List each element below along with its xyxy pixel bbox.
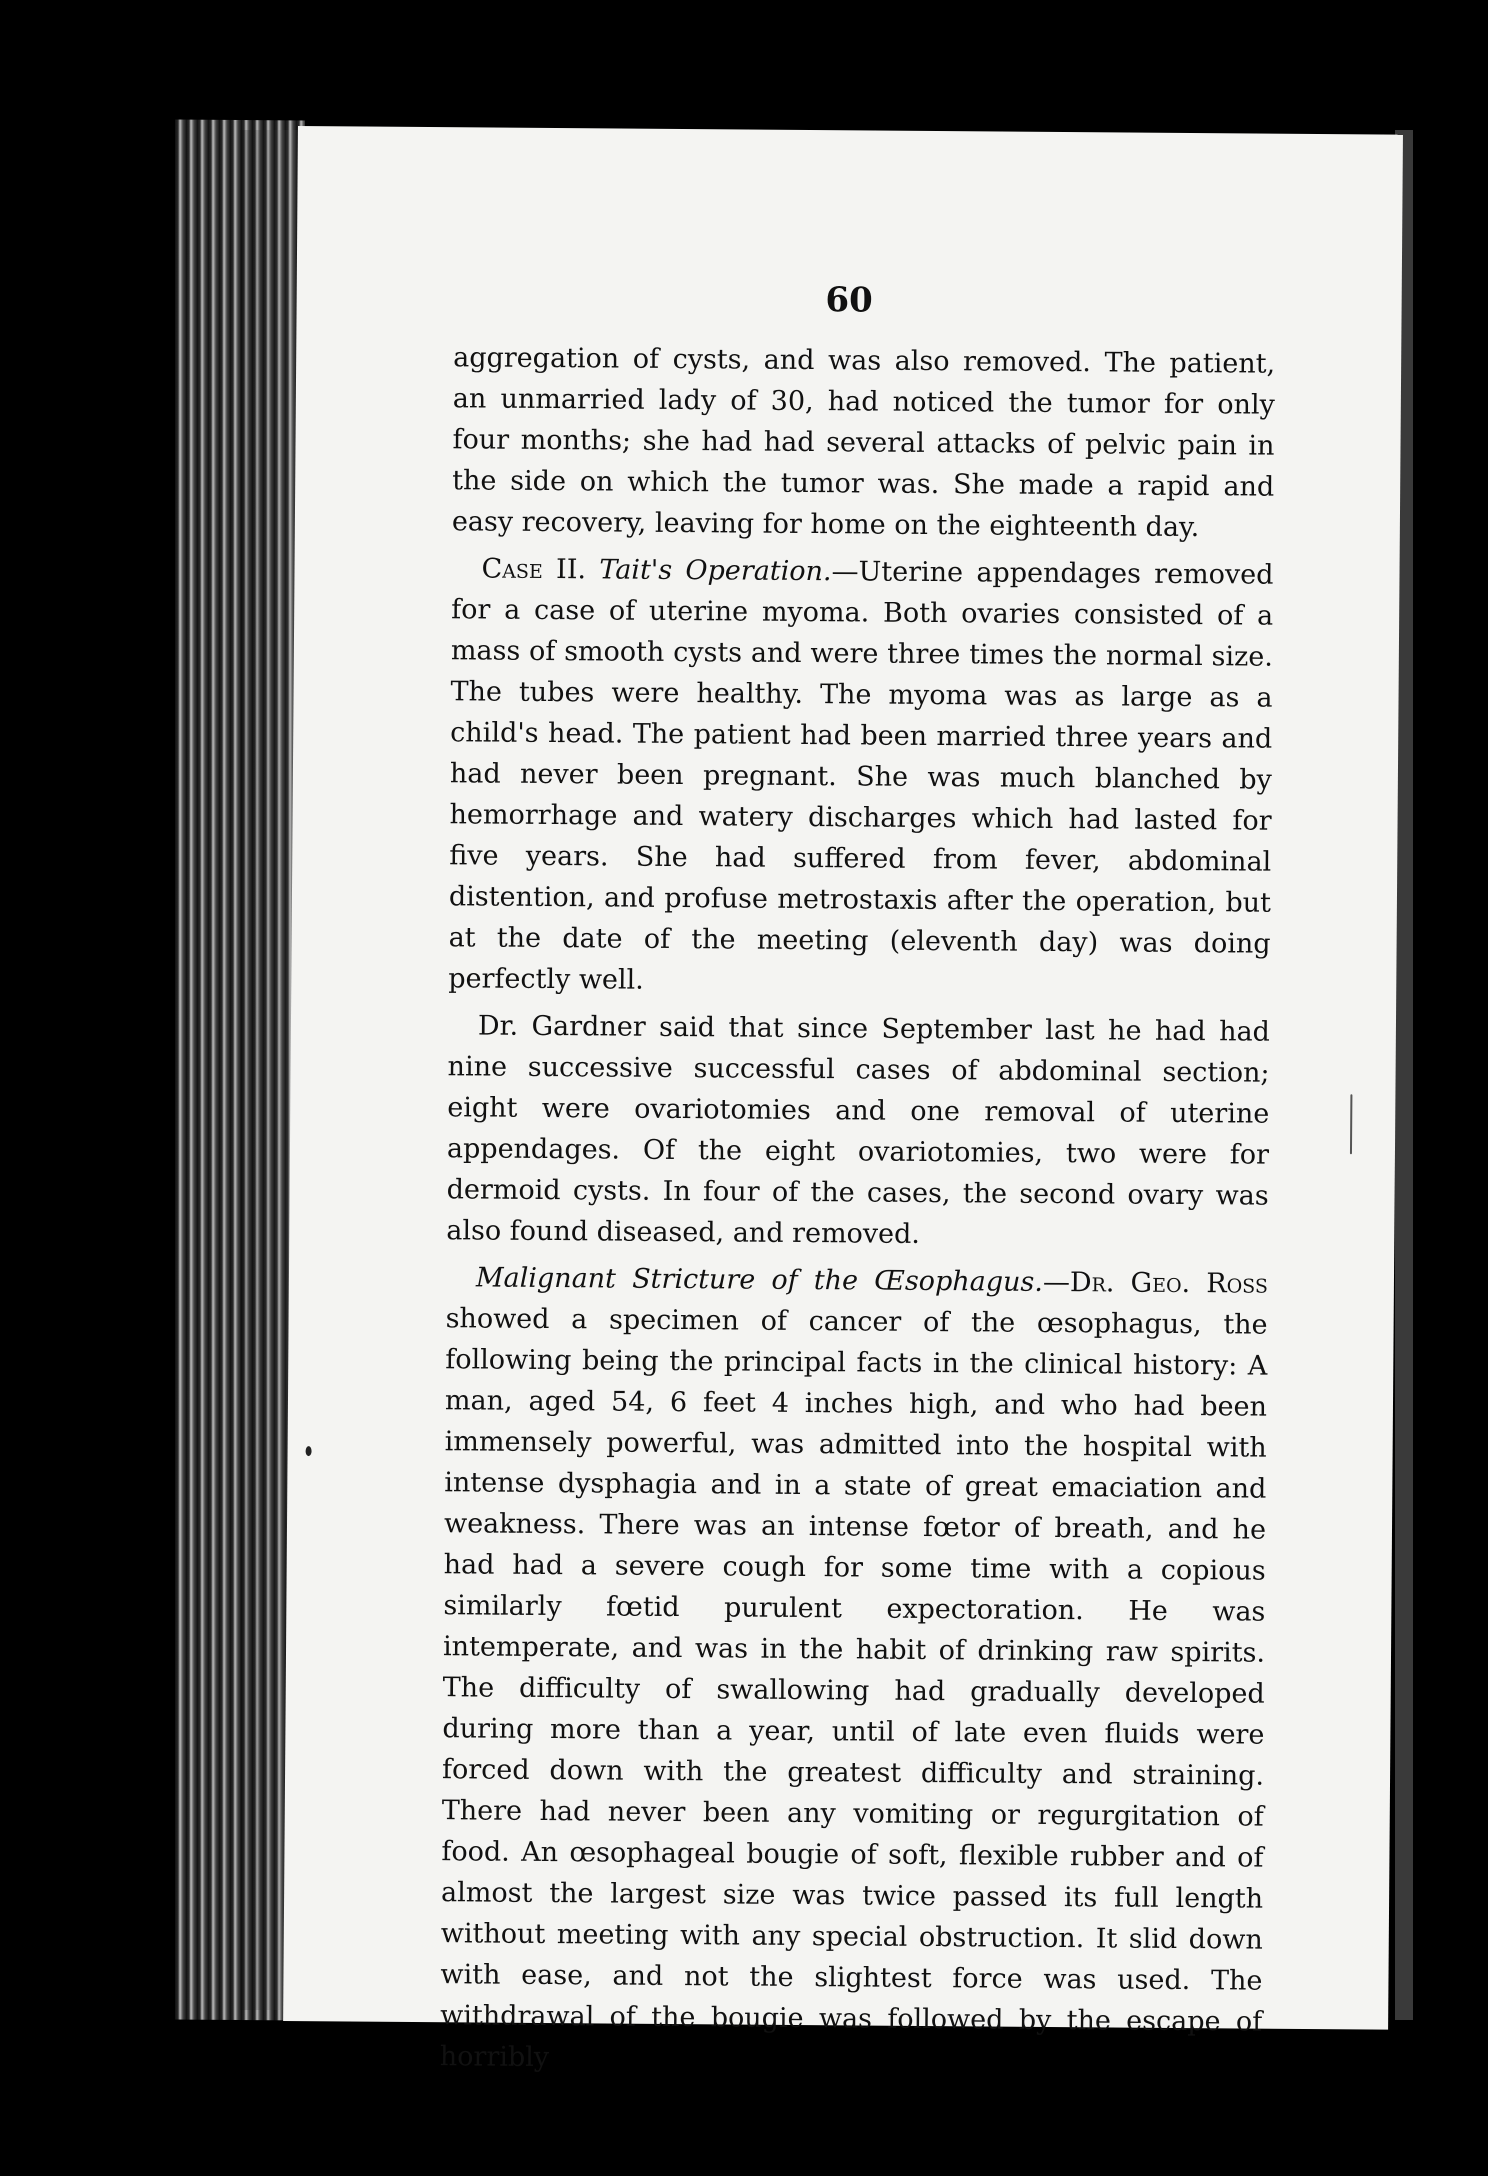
paragraph-gardner: Dr. Gardner said that since September last he had had nine successive successful cases of abdominal section; eight were ovariotomies and one removal of uterine appendages. Of the eight ovariotomies, two were for dermoid cysts. In four of the cases, the second ovary was also found diseased, and removed. xyxy=(446,1010,1271,1250)
body-text xyxy=(440,337,1276,2089)
paragraph-oesophagus xyxy=(440,1257,1268,2083)
scan-speck xyxy=(1350,1094,1352,1154)
scan-speck xyxy=(306,1446,312,1456)
page-number: 60 xyxy=(825,280,873,321)
case-title: Tait's Operation. xyxy=(599,554,832,588)
book-page xyxy=(283,126,1403,2074)
section-heading: Malignant Stricture of the Œsophagus. xyxy=(475,1262,1044,1298)
case-text: —Uterine appendages removed for a case of uterine myoma. Both ovaries consisted of a mass of smooth cysts and were three times the normal size. The tubes were healthy. The myoma was as large as a child's head. The patient had been married three years and had never been pregnant. She was much blanched by hemorrhage and watery discharges which had lasted for five years. She had suffered from fever, abdominal distention, and profuse metrostaxis after the operation, but at the date of the meeting (eleventh day) was doing perfectly well. xyxy=(448,556,1274,996)
speaker-name: —Dr. Geo. Ross xyxy=(1042,1266,1269,1300)
paragraph-continuation: aggregation of cysts, and was also removed. The patient, an unmarried lady of 30, had noticed the tumor for only four months; she had had several attacks of pelvic pain in the side on which the tumor was. She made a rapid and easy recovery, leaving for home on the eighteenth day. xyxy=(451,342,1276,544)
paragraph-case-ii xyxy=(448,548,1274,1005)
case-label: Case II. xyxy=(481,553,587,586)
oesophagus-text: showed a specimen of cancer of the œsophagus, the following being the principal facts in the clinical history: A man, aged 54, 6 feet 4 inches high, and who had been immensely powerful, was admitted into the hospital with intense dysphagia and in a state of great emaciation and weakness. There was an intense fœtor of breath, and he had had a severe cough for some time with a copious similarly fœtid purulent expectoration. He was intemperate, and was in the habit of drinking raw spirits. The difficulty of swallowing had gradually developed during more than a year, until of late even fluids were forced down with the greatest difficulty and straining. There had never been any vomiting or regurgitation of food. An œsophageal bougie of soft, flexible rubber and of almost the largest size was twice passed its full length without meeting with any special obstruction. It slid down with ease, and not the slightest force was used. The withdrawal of the bougie was followed by the escape of horribly xyxy=(439,1303,1268,2074)
